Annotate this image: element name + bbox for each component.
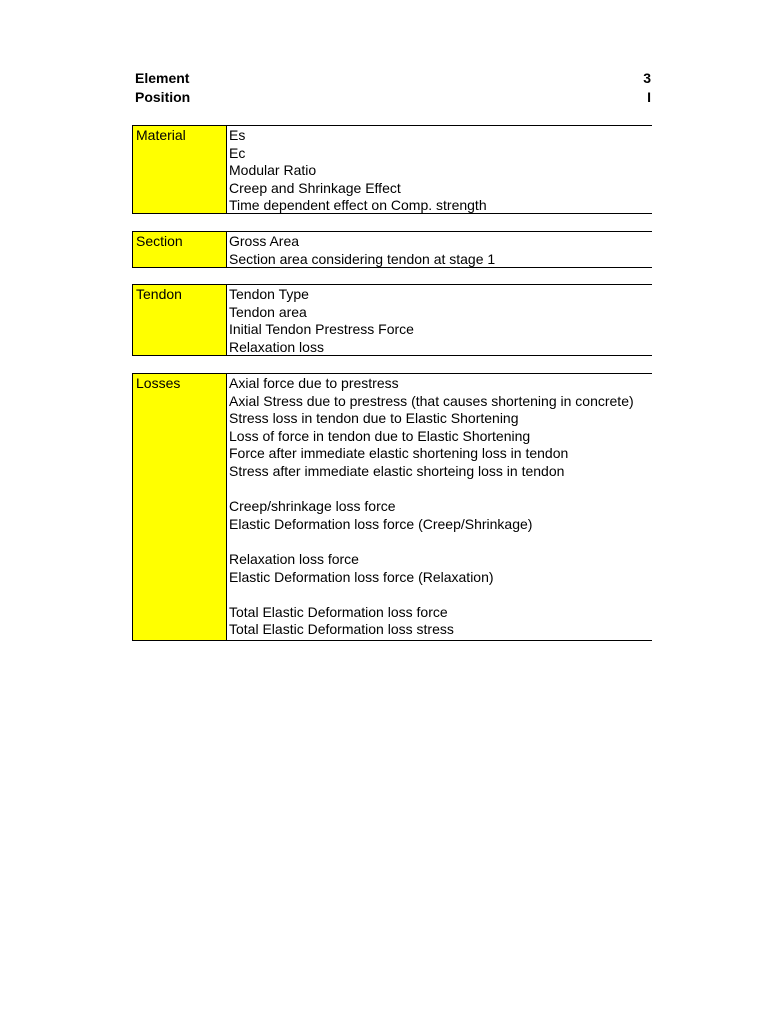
material-item: Time dependent effect on Comp. strength xyxy=(229,197,487,214)
material-item: Ec xyxy=(229,144,246,161)
element-row xyxy=(135,69,651,87)
material-item: Creep and Shrinkage Effect xyxy=(229,179,401,196)
material-block xyxy=(132,125,652,214)
losses-item: Elastic Deformation loss force (Relaxation) xyxy=(229,568,494,585)
element-label: Element xyxy=(135,70,190,86)
losses-spacer xyxy=(229,586,652,604)
material-item: Es xyxy=(229,127,246,143)
tendon-item: Initial Tendon Prestress Force xyxy=(229,321,414,338)
tendon-items xyxy=(227,285,652,355)
material-items xyxy=(227,126,652,213)
tendon-block xyxy=(132,284,652,356)
tendon-category-cell: Tendon xyxy=(132,285,227,355)
material-item: Modular Ratio xyxy=(229,162,317,179)
losses-item: Total Elastic Deformation loss stress xyxy=(229,621,454,638)
losses-item: Stress after immediate elastic shorteing loss in tendon xyxy=(229,462,565,479)
losses-spacer xyxy=(229,481,652,499)
section-item: Gross Area xyxy=(229,233,300,249)
position-row xyxy=(135,88,651,106)
element-value: 3 xyxy=(643,70,651,86)
position-value: I xyxy=(647,89,651,105)
losses-item: Stress loss in tendon due to Elastic Shortening xyxy=(229,410,519,427)
material-category-cell: Material xyxy=(132,126,227,213)
losses-spacer xyxy=(229,533,652,551)
losses-category-cell: Losses xyxy=(132,374,227,640)
section-items xyxy=(227,232,652,267)
losses-item: Elastic Deformation loss force (Creep/Shrinkage) xyxy=(229,515,533,532)
tendon-item: Relaxation loss xyxy=(229,338,324,355)
tendon-item: Tendon area xyxy=(229,303,307,320)
losses-item: Relaxation loss force xyxy=(229,550,359,567)
losses-item: Creep/shrinkage loss force xyxy=(229,498,396,515)
losses-item: Loss of force in tendon due to Elastic Shortening xyxy=(229,427,531,444)
losses-item: Total Elastic Deformation loss force xyxy=(229,603,448,620)
tendon-item: Tendon Type xyxy=(229,286,309,302)
losses-items xyxy=(227,374,652,640)
section-block xyxy=(132,231,652,268)
losses-item: Axial force due to prestress xyxy=(229,375,399,391)
section-item: Section area considering tendon at stage 1 xyxy=(229,250,496,267)
losses-item: Axial Stress due to prestress (that causes shortening in concrete) xyxy=(229,392,634,409)
position-label: Position xyxy=(135,89,191,105)
losses-block xyxy=(132,373,652,641)
section-category-cell: Section xyxy=(132,232,227,267)
losses-item: Force after immediate elastic shortening loss in tendon xyxy=(229,445,569,462)
